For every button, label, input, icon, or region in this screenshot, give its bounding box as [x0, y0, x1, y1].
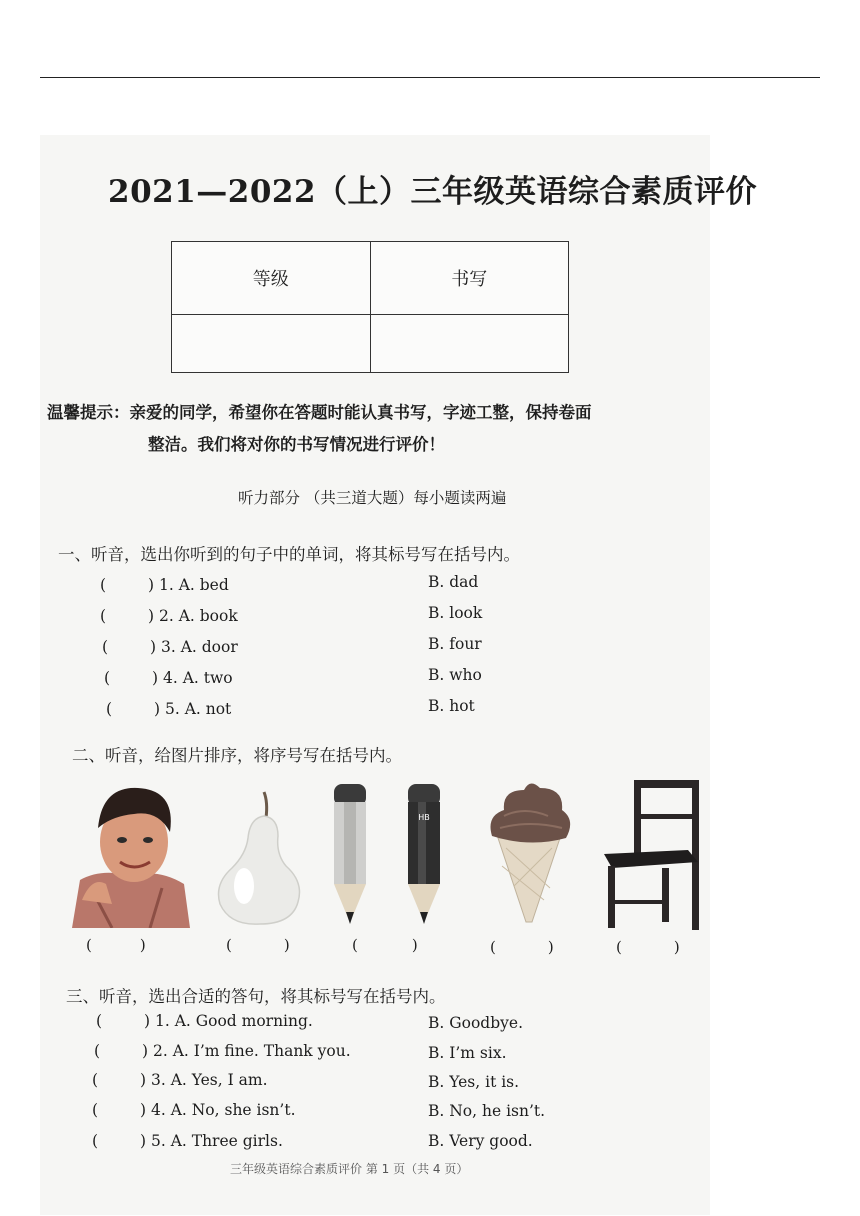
s1-question-1: [100, 576, 229, 594]
answer-paren[interactable]: (: [100, 576, 107, 594]
option-b: B. Very good.: [428, 1132, 533, 1150]
answer-paren[interactable]: (: [104, 669, 111, 687]
page-footer: 三年级英语综合素质评价 第 1 页（共 4 页）: [230, 1162, 469, 1176]
option-b: B. dad: [428, 573, 479, 591]
picture-blank-3[interactable]: ( ): [352, 936, 418, 954]
s3-question-5: [92, 1132, 283, 1150]
option-b: B. I’m six.: [428, 1044, 507, 1062]
option-b: B. four: [428, 635, 482, 653]
option-a: ) 2. A. I’m fine. Thank you.: [142, 1042, 351, 1060]
tips-label: 温馨提示：: [47, 403, 130, 422]
grade-cell[interactable]: [172, 315, 371, 373]
picture-blank-1[interactable]: ( ): [86, 936, 146, 954]
option-b: B. Goodbye.: [428, 1014, 523, 1032]
s3-question-2: [94, 1042, 351, 1060]
pencil-hb-photo: [402, 780, 446, 926]
answer-paren[interactable]: (: [106, 700, 113, 718]
picture-blank-5[interactable]: ( ): [616, 938, 680, 956]
answer-paren[interactable]: (: [92, 1132, 99, 1150]
grade-header: 等级: [172, 242, 371, 315]
option-a: ) 5. A. not: [154, 700, 232, 718]
ice-cream-photo: [484, 776, 574, 926]
option-a: ) 4. A. two: [152, 669, 233, 687]
answer-paren[interactable]: (: [96, 1012, 103, 1030]
answer-paren[interactable]: (: [94, 1042, 101, 1060]
tips-line1: 亲爱的同学，希望你在答题时能认真书写，字迹工整，保持卷面: [129, 403, 592, 422]
option-a: ) 2. A. book: [148, 607, 238, 625]
option-b: B. Yes, it is.: [428, 1073, 520, 1091]
answer-paren[interactable]: (: [100, 607, 107, 625]
section2-heading: 二、听音，给图片排序，将序号写在括号内。: [72, 746, 402, 765]
boy-photo: [72, 780, 190, 928]
answer-paren[interactable]: (: [92, 1101, 99, 1119]
option-a: ) 5. A. Three girls.: [140, 1132, 283, 1150]
chair-photo: [600, 776, 704, 932]
option-a: ) 3. A. Yes, I am.: [140, 1071, 268, 1089]
top-rule: [40, 77, 820, 78]
listening-header: 听力部分 （共三道大题）每小题读两遍: [238, 489, 507, 507]
tips-line2: 整洁。我们将对你的书写情况进行评价！: [148, 435, 445, 454]
option-b: B. who: [428, 666, 482, 684]
s1-question-3: [102, 638, 238, 656]
grade-table: [171, 241, 569, 373]
option-a: ) 4. A. No, she isn’t.: [140, 1101, 296, 1119]
s1-question-4: [104, 669, 233, 687]
option-b: B. No, he isn’t.: [428, 1102, 546, 1120]
pencil-photo: [328, 780, 372, 926]
writing-header: 书写: [370, 242, 569, 315]
s3-question-4: [92, 1101, 296, 1119]
section3-heading: 三、听音，选出合适的答句，将其标号写在括号内。: [66, 987, 446, 1006]
s3-question-1: [96, 1012, 313, 1030]
tips: [47, 397, 592, 461]
answer-paren[interactable]: (: [102, 638, 109, 656]
option-a: ) 1. A. Good morning.: [144, 1012, 313, 1030]
writing-cell[interactable]: [370, 315, 569, 373]
picture-blank-2[interactable]: ( ): [226, 936, 290, 954]
option-b: B. look: [428, 604, 483, 622]
option-b: B. hot: [428, 697, 475, 715]
option-a: ) 1. A. bed: [148, 576, 229, 594]
picture-blank-4[interactable]: ( ): [490, 938, 554, 956]
pear-photo: [210, 788, 306, 928]
option-a: ) 3. A. door: [150, 638, 238, 656]
answer-paren[interactable]: (: [92, 1071, 99, 1089]
section1-heading: 一、听音，选出你听到的句子中的单词，将其标号写在括号内。: [58, 545, 520, 564]
s3-question-3: [92, 1071, 268, 1089]
s1-question-5: [106, 700, 231, 718]
page-title: 2021—2022（上）三年级英语综合素质评价: [108, 174, 758, 210]
s1-question-2: [100, 607, 238, 625]
pencil-hb-label: HB: [418, 813, 430, 822]
